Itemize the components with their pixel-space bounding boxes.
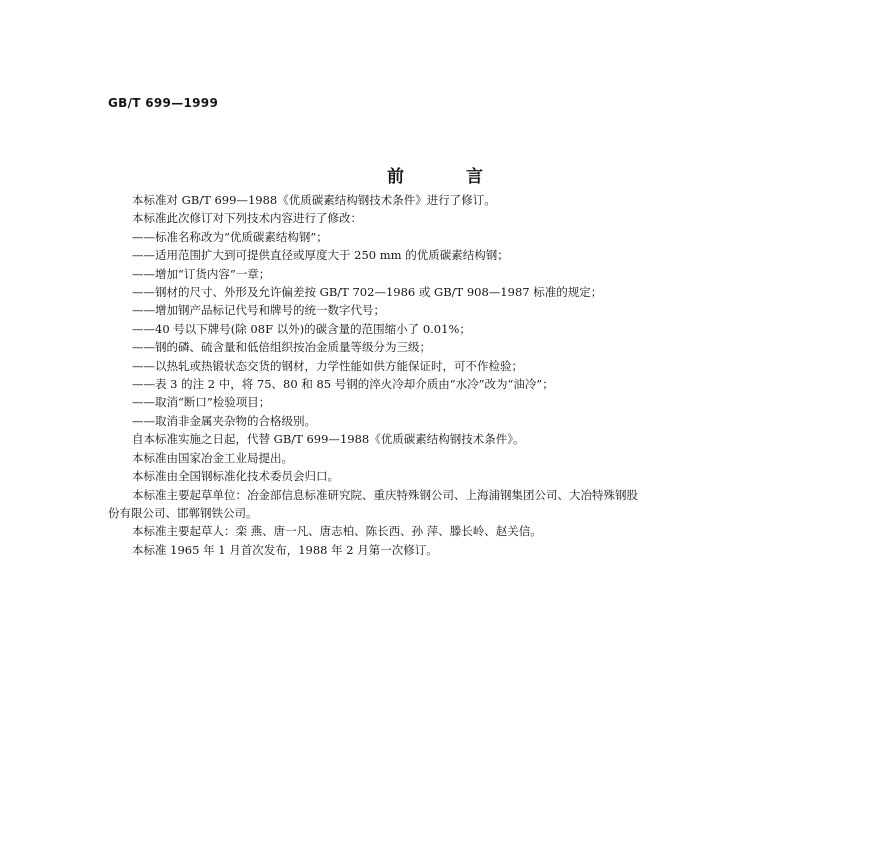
text-line: 自本标准实施之日起，代替 GB/T 699—1988《优质碳素结构钢技术条件》。 — [132, 432, 525, 447]
text-line: 本标准由国家冶金工业局提出。 — [132, 450, 293, 465]
text-line: ——钢的磷、硫含量和低倍组织按冶金质量等级分为三级； — [132, 340, 431, 355]
text-line: 本标准 1965 年 1 月首次发布，1988 年 2 月第一次修订。 — [132, 542, 438, 557]
text-line: ——增加“订货内容”一章； — [132, 266, 271, 281]
text-line: ——以热轧或热锻状态交货的钢材，力学性能如供方能保证时，可不作检验； — [132, 358, 523, 373]
text-line: ——增加钢产品标记代号和牌号的统一数字代号； — [132, 303, 385, 318]
text-line: ——取消非金属夹杂物的合格级别。 — [132, 413, 316, 428]
text-line: 本标准对 GB/T 699—1988《优质碳素结构钢技术条件》进行了修订。 — [132, 193, 496, 207]
preface-body — [108, 191, 768, 559]
text-line: ——标准名称改为“优质碳素结构钢”； — [132, 229, 328, 244]
text-line: ——表 3 的注 2 中，将 75、80 和 85 号钢的淬火冷却介质由“水冷”改为“油冷”； — [132, 377, 554, 392]
text-line: ——钢材的尺寸、外形及允许偏差按 GB/T 702—1986 或 GB/T 908—1987 标准的规定； — [132, 285, 603, 300]
text-line: 本标准主要起草人：栾 燕、唐一凡、唐志柏、陈长西、孙 萍、滕长岭、赵关信。 — [132, 524, 542, 539]
text-line: 本标准由全国钢标准化技术委员会归口。 — [132, 469, 339, 484]
page-title: 前言 — [387, 167, 545, 187]
text-line: ——40 号以下牌号(除 08F 以外)的碳含量的范围缩小了 0.01%； — [132, 321, 471, 336]
text-line: ——取消“断口”检验项目； — [132, 395, 271, 410]
standard-code: GB/T 699—1999 — [108, 96, 219, 110]
text-line: 本标准此次修订对下列技术内容进行了修改： — [132, 211, 362, 226]
text-line: 本标准主要起草单位：冶金部信息标准研究院、重庆特殊钢公司、上海浦钢集团公司、大冶特殊钢股 — [132, 487, 638, 502]
text-line: ——适用范围扩大到可提供直径或厚度大于 250 mm 的优质碳素结构钢； — [132, 248, 509, 263]
text-line: 份有限公司、邯郸钢铁公司。 — [108, 505, 258, 520]
